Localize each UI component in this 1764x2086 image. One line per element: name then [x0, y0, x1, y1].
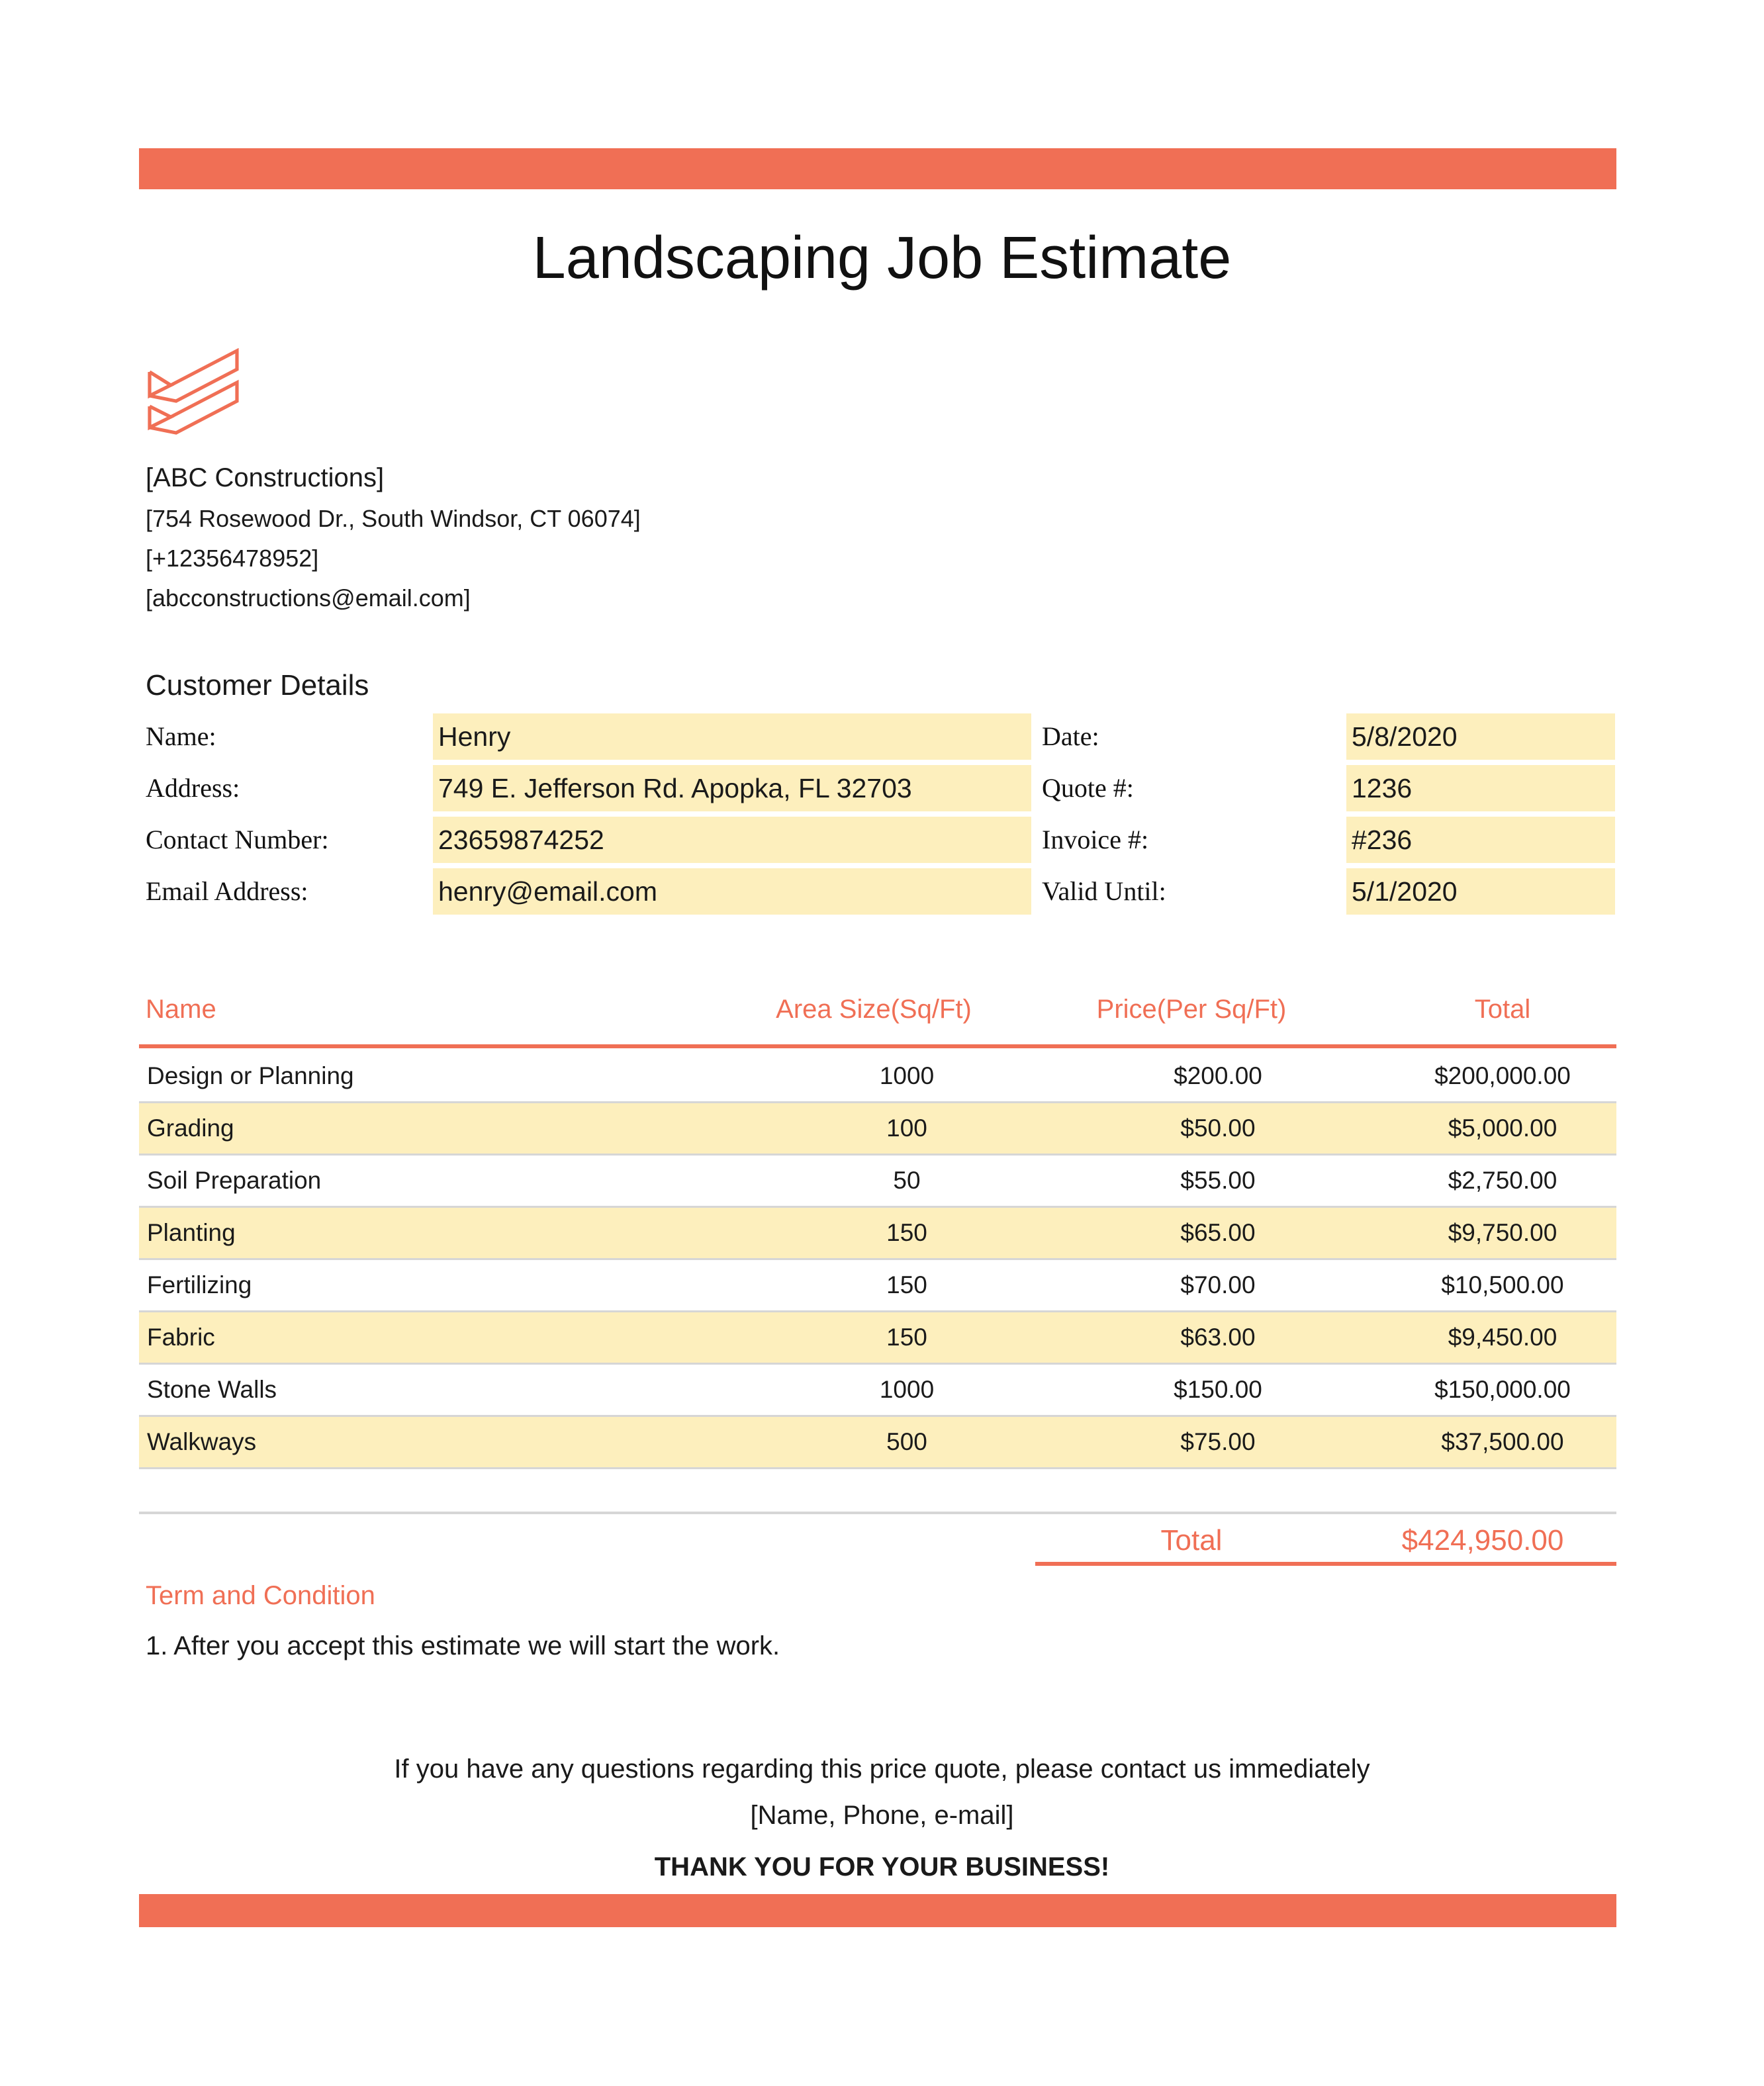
company-info — [146, 457, 641, 618]
grand-total-label: Total — [1160, 1524, 1223, 1557]
item-price: $50.00 — [1180, 1114, 1256, 1142]
footer-question: If you have any questions regarding this price quote, please contact us immediately — [394, 1754, 1370, 1784]
item-name: Stone Walls — [147, 1376, 277, 1403]
item-name: Walkways — [147, 1428, 257, 1455]
item-total: $9,450.00 — [1448, 1324, 1557, 1351]
item-price: $55.00 — [1180, 1167, 1256, 1194]
item-area: 150 — [886, 1271, 927, 1298]
date-field[interactable]: 5/8/2020 — [1346, 713, 1615, 760]
terms-item: 1. After you accept this estimate we will start the work. — [146, 1631, 780, 1660]
item-price: $63.00 — [1180, 1324, 1256, 1351]
item-name: Design or Planning — [147, 1062, 354, 1089]
company-name: [ABC Constructions] — [146, 463, 385, 492]
item-area: 100 — [886, 1114, 927, 1142]
page-title: Landscaping Job Estimate — [532, 225, 1232, 291]
item-total: $2,750.00 — [1448, 1167, 1557, 1194]
valid-until-field[interactable]: 5/1/2020 — [1346, 868, 1615, 915]
item-total: $37,500.00 — [1441, 1428, 1564, 1455]
item-total: $10,500.00 — [1441, 1271, 1564, 1298]
customer-details-heading: Customer Details — [146, 669, 369, 702]
table-row — [139, 1417, 1616, 1469]
email-label: Email Address: — [146, 876, 308, 906]
contact-label: Contact Number: — [146, 825, 329, 854]
total-underline — [1035, 1562, 1616, 1566]
stacked-chevron-logo-icon — [144, 348, 242, 435]
table-row — [139, 1051, 1616, 1103]
table-row — [139, 1312, 1616, 1365]
top-accent-bar — [139, 148, 1616, 189]
footer-thanks: THANK YOU FOR YOUR BUSINESS! — [654, 1852, 1110, 1882]
address-label: Address: — [146, 773, 240, 803]
terms-heading: Term and Condition — [146, 1581, 375, 1610]
item-area: 1000 — [879, 1376, 935, 1403]
item-total: $5,000.00 — [1448, 1114, 1557, 1142]
column-header-area: Area Size(Sq/Ft) — [776, 995, 972, 1024]
table-row — [139, 1208, 1616, 1260]
table-row — [139, 1156, 1616, 1208]
company-email: [abcconstructions@email.com] — [146, 584, 471, 612]
table-row — [139, 1365, 1616, 1417]
item-name: Soil Preparation — [147, 1167, 322, 1194]
table-row — [139, 1103, 1616, 1156]
company-phone: [+12356478952] — [146, 545, 319, 572]
invoice-label: Invoice #: — [1042, 825, 1149, 854]
invoice-number-field[interactable]: #236 — [1346, 817, 1615, 863]
item-total: $9,750.00 — [1448, 1219, 1557, 1246]
item-area: 150 — [886, 1324, 927, 1351]
footer-contact: [Name, Phone, e-mail] — [750, 1801, 1014, 1830]
quote-number-field[interactable]: 1236 — [1346, 765, 1615, 811]
customer-contact-field[interactable]: 23659874252 — [433, 817, 1031, 863]
column-header-price: Price(Per Sq/Ft) — [1096, 995, 1287, 1024]
item-name: Fabric — [147, 1324, 215, 1351]
item-total: $150,000.00 — [1434, 1376, 1571, 1403]
table-bottom-divider — [139, 1512, 1616, 1514]
item-name: Fertilizing — [147, 1271, 252, 1298]
item-area: 1000 — [879, 1062, 935, 1089]
item-price: $70.00 — [1180, 1271, 1256, 1298]
customer-name-field[interactable]: Henry — [433, 713, 1031, 760]
item-price: $200.00 — [1174, 1062, 1262, 1089]
item-area: 150 — [886, 1219, 927, 1246]
item-area: 500 — [886, 1428, 927, 1455]
date-label: Date: — [1042, 721, 1099, 751]
column-header-total: Total — [1474, 995, 1531, 1024]
customer-address-field[interactable]: 749 E. Jefferson Rd. Apopka, FL 32703 — [433, 765, 1031, 811]
item-area: 50 — [893, 1167, 921, 1194]
table-row — [139, 1260, 1616, 1312]
item-name: Planting — [147, 1219, 236, 1246]
item-price: $75.00 — [1180, 1428, 1256, 1455]
item-price: $150.00 — [1174, 1376, 1262, 1403]
name-label: Name: — [146, 721, 216, 751]
header-underline — [139, 1044, 1616, 1048]
item-name: Grading — [147, 1114, 234, 1142]
item-price: $65.00 — [1180, 1219, 1256, 1246]
quote-label: Quote #: — [1042, 773, 1134, 803]
column-header-name: Name — [146, 995, 216, 1024]
bottom-accent-bar — [139, 1894, 1616, 1927]
valid-until-label: Valid Until: — [1042, 876, 1166, 906]
grand-total-value: $424,950.00 — [1401, 1524, 1564, 1557]
item-total: $200,000.00 — [1434, 1062, 1571, 1089]
customer-email-field[interactable]: henry@email.com — [433, 868, 1031, 915]
company-address: [754 Rosewood Dr., South Windsor, CT 06074] — [146, 505, 641, 532]
